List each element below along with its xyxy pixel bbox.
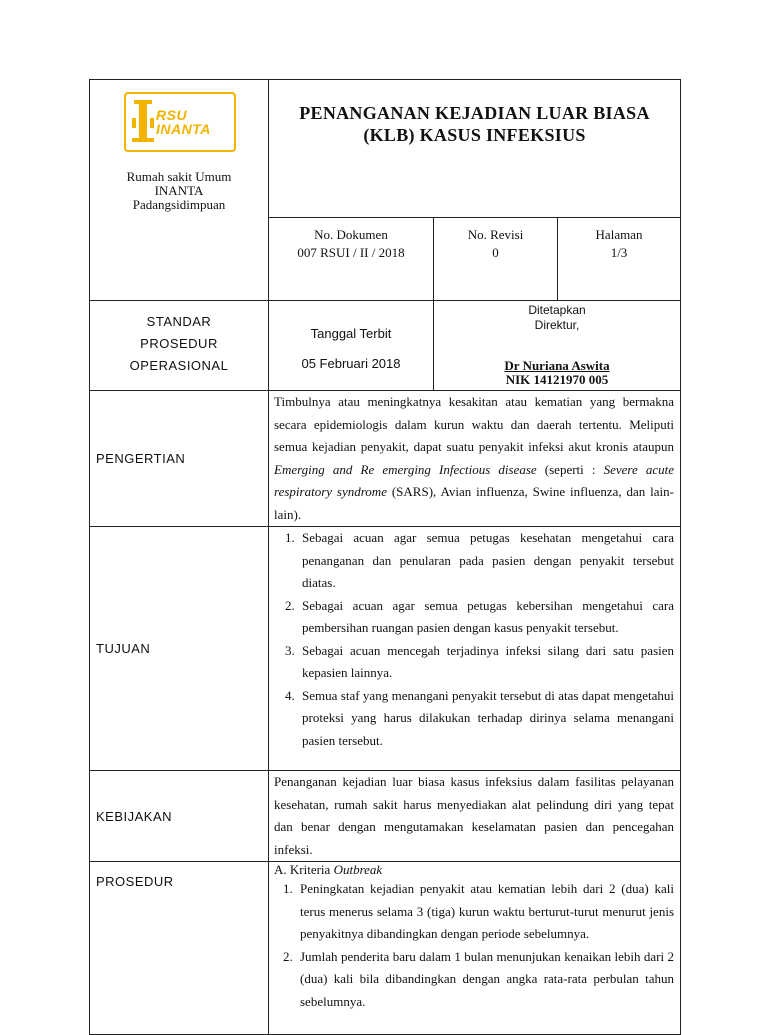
- definition-text: Timbulnya atau meningkatnya kesakitan atau kematian yang bermakna secara epidemiologis dalam kurun waktu dan daerah tertentu. Meliputi semua kejadian penyakit, dapat suatu penyakit infeksi akut kronis ataupun Emerging and Re emerging Infectious disease (seperti : Severe acute respiratory syndrome (SARS), Avian influenza, Swine influenza, dan lain-lain).: [274, 394, 675, 522]
- page-cell: [558, 217, 681, 300]
- list-item: 2. Jumlah penderita baru dalam 1 bulan menunjukan kenaikan lebih dari 2 (dua) kali bila dibandingkan dengan angka rata-rata perbulan tahun sebelumnya.: [296, 946, 674, 1014]
- document-title-cell: [269, 80, 681, 218]
- signer-name: Dr Nuriana Aswita: [504, 358, 610, 373]
- definition-label-cell: [90, 391, 269, 527]
- sop-label: STANDAR PROSEDUR OPERASIONAL: [129, 314, 229, 373]
- procedure-content-cell: [269, 862, 681, 1035]
- document-title: PENANGANAN KEJADIAN LUAR BIASA (KLB) KASUS INFEKSIUS: [299, 103, 650, 145]
- approval-label: Ditetapkan: [528, 303, 586, 317]
- policy-text: Penanganan kejadian luar biasa kasus infeksius dalam fasilitas pelayanan kesehatan, rumah sakit harus menyediakan alat pelindung diri yang tepat dan benar dengan mengutamakan keselamatan pasien dan pencegahan infeksi.: [274, 774, 675, 857]
- revision-label: No. Revisi: [467, 226, 524, 242]
- hospital-logo-mark-icon: [132, 100, 154, 142]
- document-number-value: 007 RSUI / II / 2018: [297, 244, 405, 260]
- purpose-label: TUJUAN: [96, 641, 151, 656]
- page-value: 1/3: [610, 244, 628, 260]
- purpose-content-cell: [269, 527, 681, 771]
- definition-content-cell: [269, 391, 681, 527]
- list-item: 2. Sebagai acuan agar semua petugas kebersihan mengetahui cara pembersihan ruangan pasien dengan kasus penyakit tersebut.: [298, 595, 674, 640]
- procedure-list: [274, 878, 674, 1013]
- procedure-label: PROSEDUR: [96, 874, 174, 889]
- issue-date-label: Tanggal Terbit: [310, 326, 392, 341]
- hospital-name: Rumah sakit Umum INANTA Padangsidimpuan: [126, 169, 232, 212]
- policy-label-cell: [90, 771, 269, 862]
- issue-date-value: 05 Februari 2018: [301, 356, 401, 371]
- approver-title: Direktur,: [534, 318, 580, 332]
- signer-nik: NIK 14121970 005: [505, 372, 609, 387]
- document-number-cell: [269, 217, 434, 300]
- list-item: 1. Peningkatan kejadian penyakit atau kematian lebih dari 2 (dua) kali terus menerus selama 3 (tiga) kurun waktu berturut-turut menurut jenis penyakitnya dibandingkan dengan periode sebelumnya.: [296, 878, 674, 946]
- list-item: 1. Sebagai acuan agar semua petugas kesehatan mengetahui cara penanganan dan penularan pada pasien dengan penyakit tersebut diatas.: [298, 527, 674, 595]
- revision-cell: [434, 217, 558, 300]
- issue-date-cell: [269, 301, 434, 391]
- revision-value: 0: [492, 244, 499, 260]
- hospital-logo-text: RSU INANTA: [156, 107, 211, 137]
- hospital-identity-cell: [90, 80, 269, 301]
- sop-label-cell: [90, 301, 269, 391]
- procedure-label-cell: [90, 862, 269, 1035]
- list-item: 3. Sebagai acuan mencegah terjadinya infeksi silang dari satu pasien kepasien lainnya.: [298, 640, 674, 685]
- sop-document-table: [89, 79, 681, 1035]
- approval-cell: [434, 301, 681, 391]
- policy-label: KEBIJAKAN: [96, 808, 173, 824]
- document-number-label: No. Dokumen: [314, 226, 388, 242]
- list-item: 4. Semua staf yang menangani penyakit tersebut di atas dapat mengetahui proteksi yang harus dilakukan terhadap dirinya selama menangani pasien tersebut.: [298, 685, 674, 753]
- definition-label: PENGERTIAN: [96, 451, 186, 466]
- purpose-label-cell: [90, 527, 269, 771]
- procedure-heading: A. Kriteria Outbreak: [274, 862, 383, 877]
- hospital-logo: [124, 92, 236, 152]
- page-label: Halaman: [595, 226, 643, 242]
- purpose-list: [274, 527, 674, 752]
- policy-content-cell: [269, 771, 681, 862]
